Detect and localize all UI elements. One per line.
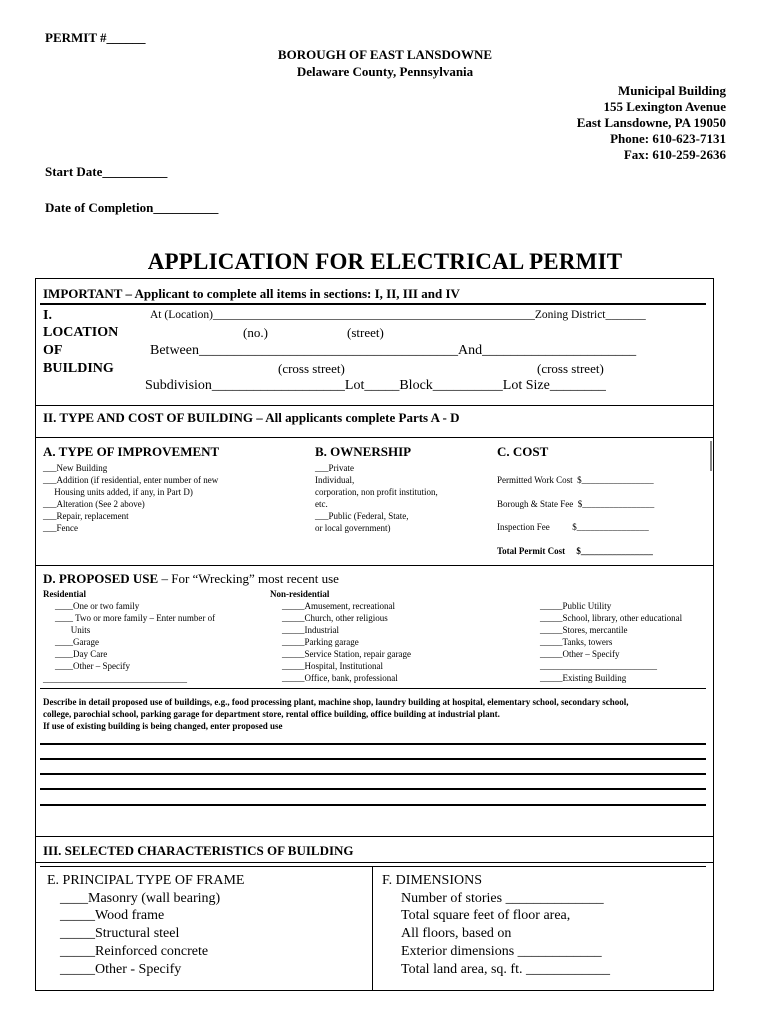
list-item[interactable]: ___Public (Federal, State, bbox=[315, 511, 409, 521]
start-date-field[interactable]: Start Date__________ bbox=[45, 164, 168, 179]
dimension-field[interactable]: Number of stories ______________ bbox=[401, 891, 604, 906]
total-cost-field[interactable]: Total Permit Cost $________________ bbox=[497, 546, 653, 556]
section2-title: II. TYPE AND COST OF BUILDING – All applicants complete Parts A - D bbox=[43, 410, 460, 425]
section-label: OF bbox=[43, 343, 63, 358]
scroll-mark bbox=[710, 441, 712, 471]
section3-divider bbox=[372, 866, 373, 990]
address-line: Phone: 610-623-7131 bbox=[610, 131, 726, 146]
form-title: APPLICATION FOR ELECTRICAL PERMIT bbox=[147, 249, 623, 274]
dimension-field[interactable]: Total land area, sq. ft. ____________ bbox=[401, 962, 610, 977]
list-item[interactable]: _____Tanks, towers bbox=[540, 637, 613, 647]
completion-date-field[interactable]: Date of Completion__________ bbox=[45, 200, 219, 215]
answer-line[interactable] bbox=[40, 758, 706, 760]
list-item[interactable]: ____Other – Specify bbox=[55, 661, 130, 671]
address-line: Municipal Building bbox=[617, 83, 726, 98]
cross-street-caption: (cross street) bbox=[278, 361, 345, 376]
answer-line[interactable] bbox=[40, 773, 706, 775]
describe-rule bbox=[40, 688, 706, 689]
list-item[interactable]: _____Structural steel bbox=[60, 926, 180, 941]
list-item[interactable]: ____ Two or more family – Enter number of bbox=[55, 613, 216, 623]
frame-type-title: E. PRINCIPAL TYPE OF FRAME bbox=[47, 873, 245, 888]
list-item[interactable]: ___New Building bbox=[43, 463, 108, 473]
section3-header-rule bbox=[35, 862, 714, 863]
list-item: Housing units added, if any, in Part D) bbox=[43, 487, 193, 497]
list-item[interactable]: _____Public Utility bbox=[540, 601, 612, 611]
list-item[interactable]: _____Other – Specify bbox=[540, 649, 620, 659]
list-item: Units bbox=[55, 625, 91, 635]
section3-top-rule bbox=[35, 836, 714, 837]
permit-number: PERMIT #______ bbox=[45, 30, 146, 45]
list-item[interactable]: _____Parking garage bbox=[282, 637, 359, 647]
frame-right bbox=[713, 278, 714, 990]
address-line: 155 Lexington Avenue bbox=[603, 99, 726, 114]
list-item[interactable]: _____Existing Building bbox=[540, 673, 627, 683]
frame-left bbox=[35, 278, 36, 990]
section3-title: III. SELECTED CHARACTERISTICS OF BUILDING bbox=[43, 843, 354, 858]
list-item[interactable]: ___Addition (if residential, enter number of new bbox=[43, 475, 219, 485]
list-item[interactable]: ____Masonry (wall bearing) bbox=[60, 891, 221, 906]
list-item[interactable]: _____School, library, other educational bbox=[540, 613, 683, 623]
describe-line: If use of existing building is being changed, enter proposed use bbox=[43, 721, 283, 731]
list-item[interactable]: ___Fence bbox=[43, 523, 78, 533]
cost-field[interactable]: Inspection Fee $________________ bbox=[497, 522, 649, 532]
important-note: IMPORTANT – Applicant to complete all items in sections: I, II, III and IV bbox=[43, 286, 460, 301]
dimension-field: Total square feet of floor area, bbox=[401, 908, 571, 923]
street-number-caption: (no.) bbox=[243, 325, 268, 340]
address-line: Fax: 610-259-2636 bbox=[623, 147, 726, 162]
list-item[interactable]: ____Garage bbox=[55, 637, 99, 647]
list-item[interactable]: _____Church, other religious bbox=[282, 613, 388, 623]
list-item[interactable]: _____Office, bank, professional bbox=[282, 673, 398, 683]
section-label: I. bbox=[43, 308, 52, 323]
cost-field[interactable]: Permitted Work Cost $________________ bbox=[497, 475, 654, 485]
section3-box-top bbox=[40, 866, 706, 867]
list-item: etc. bbox=[315, 499, 328, 509]
list-item[interactable]: _____Wood frame bbox=[60, 908, 165, 923]
list-item: Individual, bbox=[315, 475, 355, 485]
answer-line[interactable] bbox=[40, 788, 706, 790]
list-item[interactable]: ____One or two family bbox=[55, 601, 140, 611]
section-label: LOCATION bbox=[43, 325, 119, 340]
list-item[interactable]: _____Industrial bbox=[282, 625, 339, 635]
list-item[interactable]: _____Service Station, repair garage bbox=[282, 649, 411, 659]
section-d-rule bbox=[35, 565, 714, 566]
residential-title: Residential bbox=[43, 589, 87, 599]
cost-field[interactable]: Borough & State Fee $________________ bbox=[497, 499, 655, 509]
street-caption: (street) bbox=[347, 325, 384, 340]
list-item: corporation, non profit institution, bbox=[315, 487, 438, 497]
ownership-title: B. OWNERSHIP bbox=[315, 444, 412, 459]
list-item[interactable]: _____Stores, mercantile bbox=[540, 625, 628, 635]
list-item[interactable]: ________________________________ bbox=[43, 674, 187, 684]
list-item[interactable]: _____Amusement, recreational bbox=[282, 601, 395, 611]
proposed-use-rest: – For “Wrecking” most recent use bbox=[158, 571, 339, 586]
cost-title: C. COST bbox=[497, 444, 549, 459]
important-rule bbox=[40, 303, 706, 305]
list-item[interactable]: ____Day Care bbox=[55, 649, 108, 659]
list-item[interactable]: ___Alteration (See 2 above) bbox=[43, 499, 145, 509]
list-item[interactable]: ___Private bbox=[315, 463, 354, 473]
dimension-field[interactable]: Exterior dimensions ____________ bbox=[401, 944, 602, 959]
describe-line: Describe in detail proposed use of buildings, e.g., food processing plant, machine shop, laundry building at hospital, elementary school, secondary school, bbox=[43, 697, 629, 707]
answer-line[interactable] bbox=[40, 743, 706, 745]
location-field[interactable]: At (Location)________________________________________________________Zoning District_______ bbox=[150, 309, 646, 321]
list-item[interactable]: _____Reinforced concrete bbox=[60, 944, 209, 959]
list-item[interactable]: ___Repair, replacement bbox=[43, 511, 129, 521]
list-item[interactable]: __________________________ bbox=[540, 661, 657, 671]
frame-top bbox=[35, 278, 714, 279]
section-label: BUILDING bbox=[43, 361, 114, 376]
borough-name: BOROUGH OF EAST LANSDOWNE bbox=[277, 47, 493, 62]
address-line: East Lansdowne, PA 19050 bbox=[576, 115, 726, 130]
type-improvement-title: A. TYPE OF IMPROVEMENT bbox=[43, 444, 220, 459]
list-item[interactable]: _____Other - Specify bbox=[60, 962, 182, 977]
section2-header-rule bbox=[35, 437, 714, 438]
subdivision-field[interactable]: Subdivision___________________Lot_____Block__________Lot Size________ bbox=[145, 378, 606, 393]
answer-line[interactable] bbox=[40, 804, 706, 806]
describe-line: college, parochial school, parking garage for department store, rental office building, office building at industrial plant. bbox=[43, 709, 500, 719]
list-item: or local government) bbox=[315, 523, 391, 533]
section2-top-rule bbox=[35, 405, 714, 406]
dimensions-title: F. DIMENSIONS bbox=[382, 873, 483, 888]
cross-street-caption: (cross street) bbox=[537, 361, 604, 376]
dimension-field: All floors, based on bbox=[401, 926, 512, 941]
between-field[interactable]: Between_____________________________________And______________________ bbox=[150, 343, 637, 358]
proposed-use-title bbox=[43, 571, 339, 587]
frame-bottom bbox=[35, 990, 714, 991]
list-item[interactable]: _____Hospital, Institutional bbox=[282, 661, 383, 671]
county-name: Delaware County, Pennsylvania bbox=[296, 64, 474, 79]
proposed-use-bold: D. PROPOSED USE bbox=[43, 571, 159, 586]
nonresidential-title: Non-residential bbox=[270, 589, 330, 599]
